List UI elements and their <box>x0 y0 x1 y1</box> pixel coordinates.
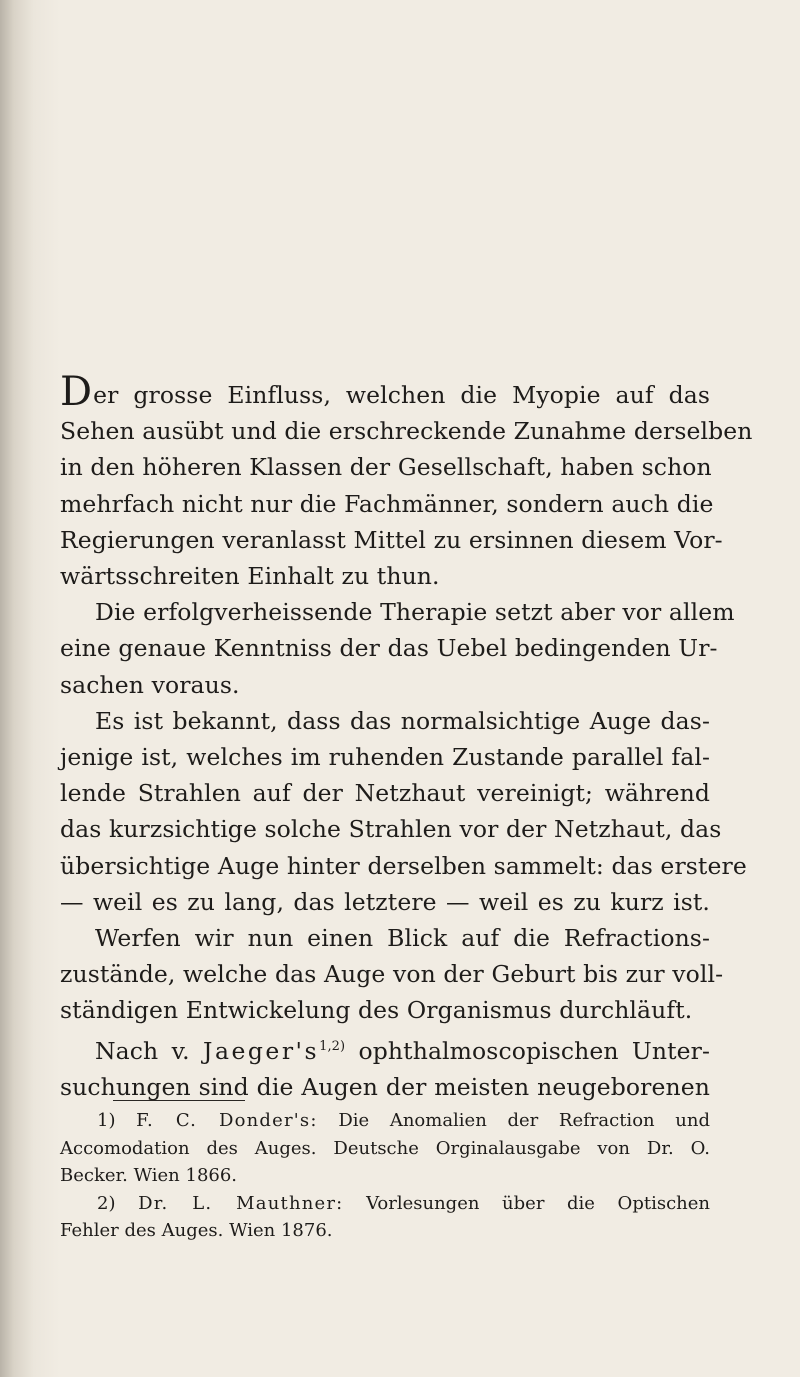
text-line: das kurzsichtige solche Strahlen vor der Netzhaut, das <box>60 815 722 844</box>
text-line: Die erfolgverheissende Therapie setzt aber vor allem <box>95 598 735 627</box>
paragraph-2 <box>60 594 735 703</box>
text-line: — weil es zu lang, das letztere — weil es zu kurz ist. <box>60 887 710 916</box>
text-line: eine genaue Kenntniss der das Uebel bedingenden Ur- <box>60 634 718 663</box>
text-line: Regierungen veranlasst Mittel zu ersinnen diesem Vor- <box>60 525 723 554</box>
text-line: jenige ist, welches im ruhenden Zustande parallel fal- <box>60 743 710 772</box>
text-line: in den höheren Klassen der Gesellschaft, haben schon <box>60 453 712 482</box>
text-line: lende Strahlen auf der Netzhaut vereinigt; während <box>60 779 710 808</box>
text-line: Es ist bekannt, dass das normalsichtige Auge das- <box>95 706 710 735</box>
text-line: übersichtige Auge hinter derselben sammelt: das erstere <box>60 851 747 880</box>
text-line: wärtsschreiten Einhalt zu thun. <box>60 562 440 591</box>
footnote-line: Accomodation des Auges. Deutsche Orginalausgabe von Dr. O. <box>60 1137 710 1159</box>
footnote-line: 1) F. C. Donder's: Die Anomalien der Refraction und <box>97 1110 710 1131</box>
paragraph-5 <box>60 1029 710 1105</box>
author-name: Jaeger's <box>203 1036 320 1065</box>
footnote-line: Fehler des Auges. Wien 1876. <box>60 1220 333 1241</box>
text-line: ständigen Entwickelung des Organismus durchläuft. <box>60 996 693 1025</box>
text-line: Werfen wir nun einen Blick auf die Refractions- <box>95 924 710 953</box>
main-text <box>60 369 753 1105</box>
footnotes <box>60 1107 710 1245</box>
text-line: Sehen ausübt und die erschreckende Zunahme derselben <box>60 417 753 446</box>
footnote-line: Becker. Wien 1866. <box>60 1165 238 1186</box>
footnote-2 <box>60 1190 710 1245</box>
drop-cap: D <box>60 369 93 415</box>
paragraph-3 <box>60 703 747 920</box>
text-line: suchungen sind die Augen der meisten neugeborenen <box>60 1072 710 1101</box>
paragraph-4 <box>60 920 724 1029</box>
paragraph-1 <box>60 369 753 594</box>
text-line: Der grosse Einfluss, welchen die Myopie auf das <box>60 369 710 415</box>
text-line: sachen voraus. <box>60 670 240 699</box>
text-line: Nach v. $Jaeger's^{1,2)}$ ophthalmoscopischen Unter- <box>95 1036 710 1065</box>
footnote-1 <box>60 1107 710 1190</box>
footnote-reference: 1,2) <box>319 1038 346 1054</box>
footnote-line: 2) Dr. L. Mauthner: Vorlesungen über die Optischen <box>97 1192 710 1214</box>
text-line: zustände, welche das Auge von der Geburt bis zur voll- <box>60 960 724 989</box>
text-line: mehrfach nicht nur die Fachmänner, sondern auch die <box>60 489 714 518</box>
footnote-divider <box>113 1100 245 1101</box>
